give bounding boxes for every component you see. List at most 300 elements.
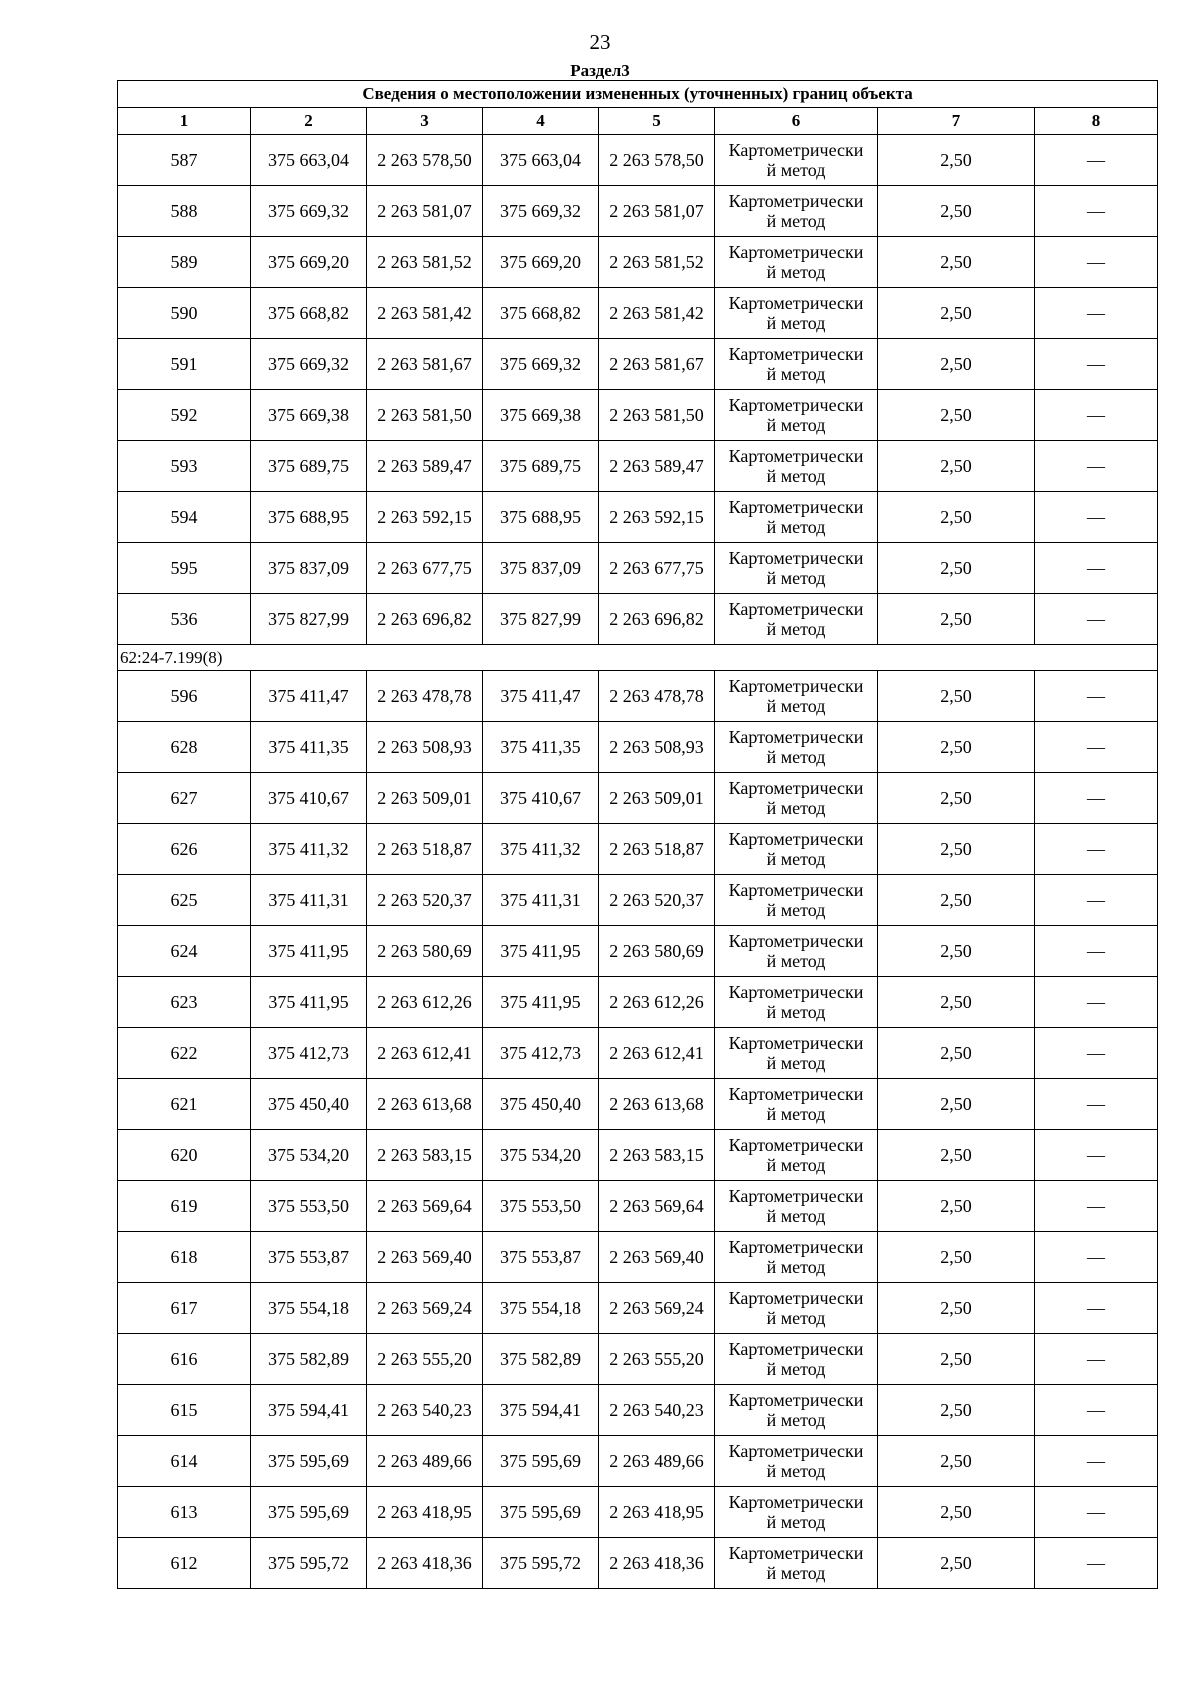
- accuracy-value: 2,50: [878, 1130, 1035, 1181]
- coordinate-x-existing: 375 669,38: [251, 390, 367, 441]
- table-row: [118, 875, 1158, 926]
- dash-cell: —: [1035, 237, 1158, 288]
- coordinate-x-new: 375 669,38: [483, 390, 599, 441]
- accuracy-value: 2,50: [878, 492, 1035, 543]
- table-row: [118, 186, 1158, 237]
- point-number: 621: [118, 1079, 251, 1130]
- table-row: [118, 1334, 1158, 1385]
- coordinate-y-new: 2 263 677,75: [599, 543, 715, 594]
- table-row: [118, 237, 1158, 288]
- table-row: [118, 288, 1158, 339]
- table-row: [118, 339, 1158, 390]
- table-row: [118, 1283, 1158, 1334]
- method-cell: [715, 875, 878, 926]
- coordinate-y-existing: 2 263 518,87: [367, 824, 483, 875]
- section-title: Раздел3: [570, 61, 630, 80]
- coordinate-y-new: 2 263 569,40: [599, 1232, 715, 1283]
- coordinate-y-existing: 2 263 613,68: [367, 1079, 483, 1130]
- point-number: 592: [118, 390, 251, 441]
- dash-cell: —: [1035, 492, 1158, 543]
- coordinate-y-existing: 2 263 677,75: [367, 543, 483, 594]
- accuracy-value: 2,50: [878, 773, 1035, 824]
- coordinate-y-existing: 2 263 508,93: [367, 722, 483, 773]
- boundary-coordinates-table: [117, 80, 1158, 1589]
- coordinate-y-existing: 2 263 581,07: [367, 186, 483, 237]
- coordinate-x-new: 375 837,09: [483, 543, 599, 594]
- coordinate-y-existing: 2 263 569,24: [367, 1283, 483, 1334]
- coordinate-x-existing: 375 450,40: [251, 1079, 367, 1130]
- point-number: 624: [118, 926, 251, 977]
- coordinate-x-new: 375 411,95: [483, 977, 599, 1028]
- coordinate-x-existing: 375 689,75: [251, 441, 367, 492]
- coordinate-x-existing: 375 410,67: [251, 773, 367, 824]
- accuracy-value: 2,50: [878, 722, 1035, 773]
- method-line1: Картометрически: [728, 599, 864, 619]
- method-line1: Картометрически: [728, 1543, 864, 1563]
- coordinate-y-existing: 2 263 489,66: [367, 1436, 483, 1487]
- coordinate-x-new: 375 669,20: [483, 237, 599, 288]
- point-number: 613: [118, 1487, 251, 1538]
- accuracy-value: 2,50: [878, 1334, 1035, 1385]
- point-number: 588: [118, 186, 251, 237]
- table-title-row: [118, 81, 1158, 108]
- coordinate-y-new: 2 263 589,47: [599, 441, 715, 492]
- dash-cell: —: [1035, 1028, 1158, 1079]
- method-cell: [715, 339, 878, 390]
- point-number: 590: [118, 288, 251, 339]
- method-line1: Картометрически: [728, 1186, 864, 1206]
- point-number: 623: [118, 977, 251, 1028]
- method-line2: й метод: [766, 747, 826, 767]
- group-row: [118, 645, 1158, 671]
- accuracy-value: 2,50: [878, 390, 1035, 441]
- method-cell: [715, 722, 878, 773]
- dash-cell: —: [1035, 722, 1158, 773]
- coordinate-x-existing: 375 554,18: [251, 1283, 367, 1334]
- table-title: Сведения о местоположении измененных (уточненных) границ объекта: [118, 81, 1158, 108]
- coordinate-x-new: 375 669,32: [483, 339, 599, 390]
- column-number: 2: [251, 108, 367, 135]
- coordinate-y-existing: 2 263 478,78: [367, 671, 483, 722]
- coordinate-y-new: 2 263 583,15: [599, 1130, 715, 1181]
- coordinate-y-existing: 2 263 581,50: [367, 390, 483, 441]
- method-cell: [715, 1487, 878, 1538]
- method-cell: [715, 594, 878, 645]
- method-line2: й метод: [766, 517, 826, 537]
- coordinate-x-new: 375 411,47: [483, 671, 599, 722]
- coordinate-y-new: 2 263 509,01: [599, 773, 715, 824]
- coordinate-x-new: 375 450,40: [483, 1079, 599, 1130]
- table-row: [118, 671, 1158, 722]
- method-cell: [715, 1130, 878, 1181]
- method-cell: [715, 773, 878, 824]
- coordinate-y-existing: 2 263 583,15: [367, 1130, 483, 1181]
- table-row: [118, 722, 1158, 773]
- point-number: 596: [118, 671, 251, 722]
- dash-cell: —: [1035, 186, 1158, 237]
- dash-cell: —: [1035, 977, 1158, 1028]
- coordinate-y-new: 2 263 418,95: [599, 1487, 715, 1538]
- point-number: 625: [118, 875, 251, 926]
- coordinate-x-existing: 375 669,32: [251, 339, 367, 390]
- coordinate-x-new: 375 595,69: [483, 1436, 599, 1487]
- point-number: 595: [118, 543, 251, 594]
- coordinate-x-new: 375 534,20: [483, 1130, 599, 1181]
- accuracy-value: 2,50: [878, 594, 1035, 645]
- method-line2: й метод: [766, 849, 826, 869]
- method-line1: Картометрически: [728, 293, 864, 313]
- coordinate-y-new: 2 263 696,82: [599, 594, 715, 645]
- coordinate-x-new: 375 411,35: [483, 722, 599, 773]
- method-line2: й метод: [766, 568, 826, 588]
- table-row: [118, 977, 1158, 1028]
- coordinate-y-existing: 2 263 418,36: [367, 1538, 483, 1589]
- method-line2: й метод: [766, 619, 826, 639]
- coordinate-y-new: 2 263 508,93: [599, 722, 715, 773]
- coordinate-x-new: 375 411,32: [483, 824, 599, 875]
- coordinate-x-new: 375 688,95: [483, 492, 599, 543]
- dash-cell: —: [1035, 1385, 1158, 1436]
- coordinate-x-new: 375 669,32: [483, 186, 599, 237]
- coordinate-y-existing: 2 263 581,67: [367, 339, 483, 390]
- coordinate-y-new: 2 263 580,69: [599, 926, 715, 977]
- method-line2: й метод: [766, 364, 826, 384]
- table-row: [118, 1385, 1158, 1436]
- method-cell: [715, 186, 878, 237]
- point-number: 616: [118, 1334, 251, 1385]
- method-cell: [715, 977, 878, 1028]
- dash-cell: —: [1035, 1079, 1158, 1130]
- dash-cell: —: [1035, 1232, 1158, 1283]
- dash-cell: —: [1035, 1181, 1158, 1232]
- coordinate-y-new: 2 263 613,68: [599, 1079, 715, 1130]
- table-row: [118, 773, 1158, 824]
- method-line2: й метод: [766, 1308, 826, 1328]
- method-line1: Картометрически: [728, 778, 864, 798]
- coordinate-y-existing: 2 263 696,82: [367, 594, 483, 645]
- accuracy-value: 2,50: [878, 1487, 1035, 1538]
- method-cell: [715, 1385, 878, 1436]
- coordinate-y-new: 2 263 612,41: [599, 1028, 715, 1079]
- table-body: [118, 135, 1158, 1589]
- method-line1: Картометрически: [728, 1288, 864, 1308]
- coordinate-x-new: 375 595,72: [483, 1538, 599, 1589]
- accuracy-value: 2,50: [878, 1181, 1035, 1232]
- coordinate-x-existing: 375 668,82: [251, 288, 367, 339]
- coordinate-x-new: 375 411,31: [483, 875, 599, 926]
- coordinate-y-existing: 2 263 612,41: [367, 1028, 483, 1079]
- method-cell: [715, 543, 878, 594]
- dash-cell: —: [1035, 1436, 1158, 1487]
- method-cell: [715, 237, 878, 288]
- point-number: 591: [118, 339, 251, 390]
- coordinate-x-existing: 375 663,04: [251, 135, 367, 186]
- method-line2: й метод: [766, 1053, 826, 1073]
- coordinate-x-new: 375 554,18: [483, 1283, 599, 1334]
- dash-cell: —: [1035, 288, 1158, 339]
- accuracy-value: 2,50: [878, 288, 1035, 339]
- accuracy-value: 2,50: [878, 875, 1035, 926]
- column-number: 6: [715, 108, 878, 135]
- method-line2: й метод: [766, 1512, 826, 1532]
- method-line2: й метод: [766, 1257, 826, 1277]
- method-cell: [715, 1283, 878, 1334]
- method-line1: Картометрически: [728, 982, 864, 1002]
- method-line2: й метод: [766, 1002, 826, 1022]
- point-number: 627: [118, 773, 251, 824]
- method-line1: Картометрически: [728, 497, 864, 517]
- point-number: 614: [118, 1436, 251, 1487]
- accuracy-value: 2,50: [878, 543, 1035, 594]
- accuracy-value: 2,50: [878, 1283, 1035, 1334]
- method-cell: [715, 824, 878, 875]
- coordinate-y-existing: 2 263 540,23: [367, 1385, 483, 1436]
- coordinate-x-existing: 375 669,20: [251, 237, 367, 288]
- coordinate-x-existing: 375 582,89: [251, 1334, 367, 1385]
- coordinate-y-existing: 2 263 555,20: [367, 1334, 483, 1385]
- table-row: [118, 492, 1158, 543]
- method-line1: Картометрически: [728, 1237, 864, 1257]
- dash-cell: —: [1035, 543, 1158, 594]
- dash-cell: —: [1035, 1334, 1158, 1385]
- point-number: 617: [118, 1283, 251, 1334]
- coordinate-y-new: 2 263 581,50: [599, 390, 715, 441]
- method-line1: Картометрически: [728, 1084, 864, 1104]
- column-number: 4: [483, 108, 599, 135]
- point-number: 594: [118, 492, 251, 543]
- method-line2: й метод: [766, 1563, 826, 1583]
- method-line2: й метод: [766, 262, 826, 282]
- coordinate-x-existing: 375 688,95: [251, 492, 367, 543]
- method-cell: [715, 492, 878, 543]
- method-line2: й метод: [766, 798, 826, 818]
- point-number: 626: [118, 824, 251, 875]
- accuracy-value: 2,50: [878, 977, 1035, 1028]
- coordinate-y-new: 2 263 489,66: [599, 1436, 715, 1487]
- dash-cell: —: [1035, 671, 1158, 722]
- point-number: 587: [118, 135, 251, 186]
- coordinate-x-new: 375 595,69: [483, 1487, 599, 1538]
- method-line1: Картометрически: [728, 395, 864, 415]
- accuracy-value: 2,50: [878, 926, 1035, 977]
- coordinate-y-existing: 2 263 578,50: [367, 135, 483, 186]
- table-row: [118, 926, 1158, 977]
- method-cell: [715, 1436, 878, 1487]
- method-line2: й метод: [766, 1461, 826, 1481]
- accuracy-value: 2,50: [878, 1028, 1035, 1079]
- method-line2: й метод: [766, 900, 826, 920]
- coordinate-y-existing: 2 263 509,01: [367, 773, 483, 824]
- accuracy-value: 2,50: [878, 441, 1035, 492]
- dash-cell: —: [1035, 926, 1158, 977]
- method-line2: й метод: [766, 466, 826, 486]
- table-row: [118, 1232, 1158, 1283]
- dash-cell: —: [1035, 135, 1158, 186]
- coordinate-x-existing: 375 827,99: [251, 594, 367, 645]
- method-cell: [715, 1538, 878, 1589]
- coordinate-x-new: 375 410,67: [483, 773, 599, 824]
- method-line1: Картометрически: [728, 140, 864, 160]
- table-row: [118, 1028, 1158, 1079]
- method-line2: й метод: [766, 313, 826, 333]
- method-line1: Картометрически: [728, 1492, 864, 1512]
- method-line2: й метод: [766, 1155, 826, 1175]
- column-number: 7: [878, 108, 1035, 135]
- table-row: [118, 1130, 1158, 1181]
- method-line1: Картометрически: [728, 1339, 864, 1359]
- method-line1: Картометрически: [728, 829, 864, 849]
- coordinate-x-new: 375 594,41: [483, 1385, 599, 1436]
- table-row: [118, 441, 1158, 492]
- column-number: 8: [1035, 108, 1158, 135]
- table-row: [118, 543, 1158, 594]
- coordinate-y-new: 2 263 518,87: [599, 824, 715, 875]
- coordinate-y-new: 2 263 612,26: [599, 977, 715, 1028]
- method-line1: Картометрически: [728, 676, 864, 696]
- coordinate-y-new: 2 263 569,24: [599, 1283, 715, 1334]
- coordinate-x-existing: 375 837,09: [251, 543, 367, 594]
- method-cell: [715, 1181, 878, 1232]
- table-row: [118, 1436, 1158, 1487]
- dash-cell: —: [1035, 390, 1158, 441]
- method-line1: Картометрически: [728, 191, 864, 211]
- coordinate-y-existing: 2 263 592,15: [367, 492, 483, 543]
- coordinate-y-new: 2 263 592,15: [599, 492, 715, 543]
- coordinate-x-new: 375 411,95: [483, 926, 599, 977]
- point-number: 536: [118, 594, 251, 645]
- accuracy-value: 2,50: [878, 237, 1035, 288]
- coordinate-x-existing: 375 412,73: [251, 1028, 367, 1079]
- coordinate-y-existing: 2 263 612,26: [367, 977, 483, 1028]
- coordinate-y-new: 2 263 478,78: [599, 671, 715, 722]
- dash-cell: —: [1035, 441, 1158, 492]
- coordinate-y-new: 2 263 581,67: [599, 339, 715, 390]
- dash-cell: —: [1035, 339, 1158, 390]
- coordinate-y-existing: 2 263 520,37: [367, 875, 483, 926]
- accuracy-value: 2,50: [878, 186, 1035, 237]
- method-line1: Картометрически: [728, 1441, 864, 1461]
- accuracy-value: 2,50: [878, 1538, 1035, 1589]
- point-number: 593: [118, 441, 251, 492]
- method-cell: [715, 1028, 878, 1079]
- coordinate-x-existing: 375 411,95: [251, 977, 367, 1028]
- coordinate-x-new: 375 582,89: [483, 1334, 599, 1385]
- dash-cell: —: [1035, 824, 1158, 875]
- column-number-row: [118, 108, 1158, 135]
- method-line2: й метод: [766, 211, 826, 231]
- point-number: 618: [118, 1232, 251, 1283]
- point-number: 620: [118, 1130, 251, 1181]
- coordinate-x-new: 375 827,99: [483, 594, 599, 645]
- dash-cell: —: [1035, 1283, 1158, 1334]
- method-cell: [715, 288, 878, 339]
- coordinate-x-existing: 375 534,20: [251, 1130, 367, 1181]
- coordinate-y-new: 2 263 540,23: [599, 1385, 715, 1436]
- coordinate-y-new: 2 263 581,52: [599, 237, 715, 288]
- coordinate-y-new: 2 263 581,42: [599, 288, 715, 339]
- table-row: [118, 1487, 1158, 1538]
- table-row: [118, 135, 1158, 186]
- accuracy-value: 2,50: [878, 671, 1035, 722]
- coordinate-y-existing: 2 263 581,42: [367, 288, 483, 339]
- accuracy-value: 2,50: [878, 339, 1035, 390]
- accuracy-value: 2,50: [878, 1385, 1035, 1436]
- method-cell: [715, 390, 878, 441]
- coordinate-y-new: 2 263 418,36: [599, 1538, 715, 1589]
- dash-cell: —: [1035, 1487, 1158, 1538]
- method-line1: Картометрически: [728, 931, 864, 951]
- coordinate-x-existing: 375 411,47: [251, 671, 367, 722]
- coordinate-x-new: 375 689,75: [483, 441, 599, 492]
- method-line2: й метод: [766, 951, 826, 971]
- method-line1: Картометрически: [728, 880, 864, 900]
- method-cell: [715, 1079, 878, 1130]
- dash-cell: —: [1035, 875, 1158, 926]
- point-number: 622: [118, 1028, 251, 1079]
- coordinate-y-existing: 2 263 569,64: [367, 1181, 483, 1232]
- group-label: 62:24-7.199(8): [118, 645, 1158, 671]
- method-cell: [715, 926, 878, 977]
- coordinate-x-existing: 375 411,31: [251, 875, 367, 926]
- dash-cell: —: [1035, 1538, 1158, 1589]
- coordinate-x-new: 375 412,73: [483, 1028, 599, 1079]
- point-number: 615: [118, 1385, 251, 1436]
- coordinate-x-existing: 375 411,35: [251, 722, 367, 773]
- dash-cell: —: [1035, 594, 1158, 645]
- method-line1: Картометрически: [728, 1135, 864, 1155]
- coordinate-y-new: 2 263 520,37: [599, 875, 715, 926]
- coordinate-x-existing: 375 595,69: [251, 1487, 367, 1538]
- accuracy-value: 2,50: [878, 1436, 1035, 1487]
- method-line1: Картометрически: [728, 548, 864, 568]
- coordinate-x-existing: 375 553,50: [251, 1181, 367, 1232]
- method-line1: Картометрически: [728, 344, 864, 364]
- dash-cell: —: [1035, 1130, 1158, 1181]
- method-line2: й метод: [766, 1359, 826, 1379]
- point-number: 619: [118, 1181, 251, 1232]
- coordinate-x-new: 375 668,82: [483, 288, 599, 339]
- method-line2: й метод: [766, 1410, 826, 1430]
- point-number: 612: [118, 1538, 251, 1589]
- coordinate-x-existing: 375 411,32: [251, 824, 367, 875]
- accuracy-value: 2,50: [878, 824, 1035, 875]
- method-line1: Картометрически: [728, 1033, 864, 1053]
- table-row: [118, 1079, 1158, 1130]
- coordinate-x-existing: 375 595,69: [251, 1436, 367, 1487]
- method-line2: й метод: [766, 415, 826, 435]
- coordinate-x-new: 375 663,04: [483, 135, 599, 186]
- column-number: 1: [118, 108, 251, 135]
- method-line1: Картометрически: [728, 242, 864, 262]
- coordinate-y-existing: 2 263 418,95: [367, 1487, 483, 1538]
- coordinate-x-existing: 375 595,72: [251, 1538, 367, 1589]
- coordinate-y-existing: 2 263 581,52: [367, 237, 483, 288]
- method-line1: Картометрически: [728, 1390, 864, 1410]
- method-line2: й метод: [766, 160, 826, 180]
- method-line2: й метод: [766, 696, 826, 716]
- method-cell: [715, 1334, 878, 1385]
- accuracy-value: 2,50: [878, 1079, 1035, 1130]
- dash-cell: —: [1035, 773, 1158, 824]
- method-cell: [715, 671, 878, 722]
- coordinate-y-existing: 2 263 580,69: [367, 926, 483, 977]
- table-row: [118, 594, 1158, 645]
- coordinate-x-existing: 375 669,32: [251, 186, 367, 237]
- coordinate-x-existing: 375 594,41: [251, 1385, 367, 1436]
- point-number: 589: [118, 237, 251, 288]
- method-line2: й метод: [766, 1206, 826, 1226]
- method-line1: Картометрически: [728, 446, 864, 466]
